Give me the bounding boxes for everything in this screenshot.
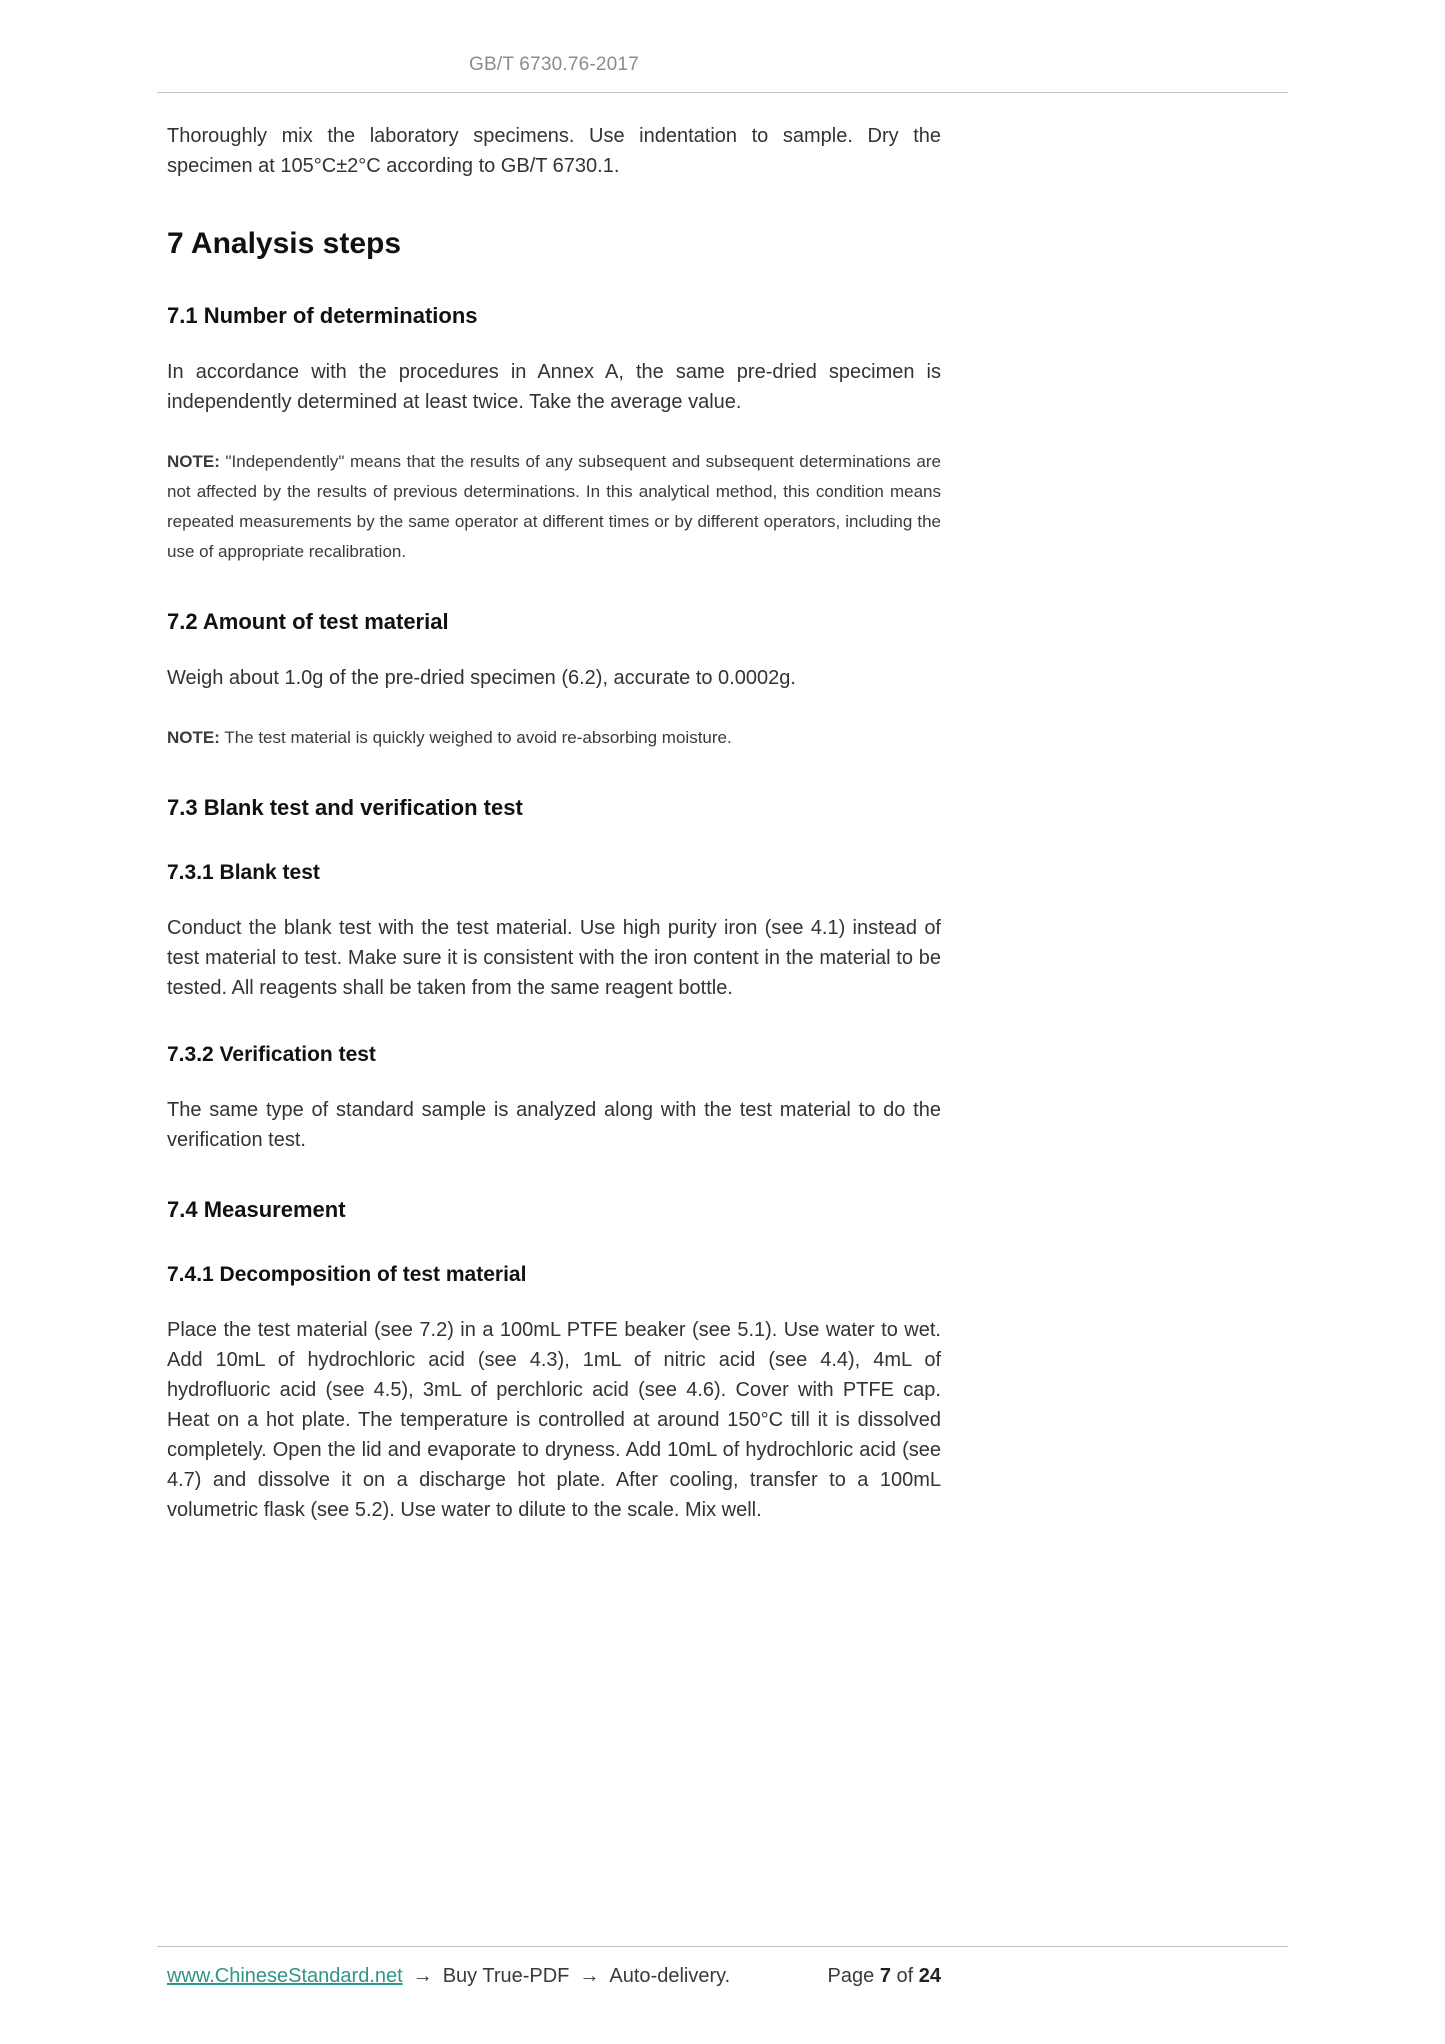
subsection-heading-7-4: 7.4 Measurement [167,1197,346,1222]
subsubsection-heading-7-3-2: 7.3.2 Verification test [167,1043,376,1066]
paragraph-sampling: Thoroughly mix the laboratory specimens. Use indentation to sample. Dry the specimen at 105°C±2°C according to GB/T 6730.1. [167,125,941,177]
document-content [167,121,941,1525]
note-label: NOTE: [167,728,220,747]
subsection-heading-7-2: 7.2 Amount of test material [167,609,449,634]
footer-row [167,1965,941,1988]
header-divider [157,92,1288,93]
note-independently [167,447,941,567]
footer-branding [167,1965,730,1988]
note-label: NOTE: [167,452,220,471]
footer-delivery-text: Auto-delivery. [609,1965,731,1987]
subsubsection-heading-7-4-1: 7.4.1 Decomposition of test material [167,1263,527,1286]
note-moisture [167,723,941,753]
note-text: The test material is quickly weighed to avoid re-absorbing moisture. [224,728,732,747]
page-footer [157,1946,1288,1988]
footer-site-link[interactable]: www.ChineseStandard.net [167,1965,403,1987]
document-header-title: GB/T 6730.76-2017 [469,54,639,75]
note-text: "Independently" means that the results of any subsequent and subsequent determinations are not affected by the results of previous determinations. In this analytical method, this condition means repeated measurements by the same operator at different times or by different operators, including the use of appropriate recalibration. [167,452,941,561]
page-indicator [828,1965,941,1988]
page-total: 24 [918,1965,941,1987]
footer-buy-text: Buy True-PDF [442,1965,570,1987]
subsubsection-heading-7-3-1: 7.3.1 Blank test [167,861,320,884]
page-label: Page [827,1965,875,1987]
arrow-right-icon: → [579,1965,600,1987]
paragraph-blank-test: Conduct the blank test with the test material. Use high purity iron (see 4.1) instead of test material to test. Make sure it is consistent with the iron content in the material to be tested. All reagents shall be taken from the same reagent bottle. [167,917,941,999]
footer-divider [157,1946,1288,1947]
paragraph-decomposition: Place the test material (see 7.2) in a 100mL PTFE beaker (see 5.1). Use water to wet. Add 10mL of hydrochloric acid (see 4.3), 1mL of nitric acid (see 4.4), 4mL of hydrofluoric acid (see 4.5), 3mL of perchloric acid (see 4.6). Cover with PTFE cap. Heat on a hot plate. The temperature is controlled at around 150°C till it is dissolved completely. Open the lid and evaporate to dryness. Add 10mL of hydrochloric acid (see 4.7) and dissolve it on a discharge hot plate. After cooling, transfer to a 100mL volumetric flask (see 5.2). Use water to dilute to the scale. Mix well. [167,1319,941,1521]
section-heading-analysis-steps: 7 Analysis steps [167,227,402,260]
of-label: of [896,1965,914,1987]
subsection-heading-7-1: 7.1 Number of determinations [167,303,478,328]
paragraph-weigh: Weigh about 1.0g of the pre-dried specimen (6.2), accurate to 0.0002g. [167,667,796,689]
arrow-right-icon: → [412,1965,433,1987]
page-number: 7 [879,1965,891,1987]
subsection-heading-7-3: 7.3 Blank test and verification test [167,795,523,820]
paragraph-determinations: In accordance with the procedures in Annex A, the same pre-dried specimen is independently determined at least twice. Take the average value. [167,361,941,413]
paragraph-verification-test: The same type of standard sample is analyzed along with the test material to do the verification test. [167,1099,941,1151]
